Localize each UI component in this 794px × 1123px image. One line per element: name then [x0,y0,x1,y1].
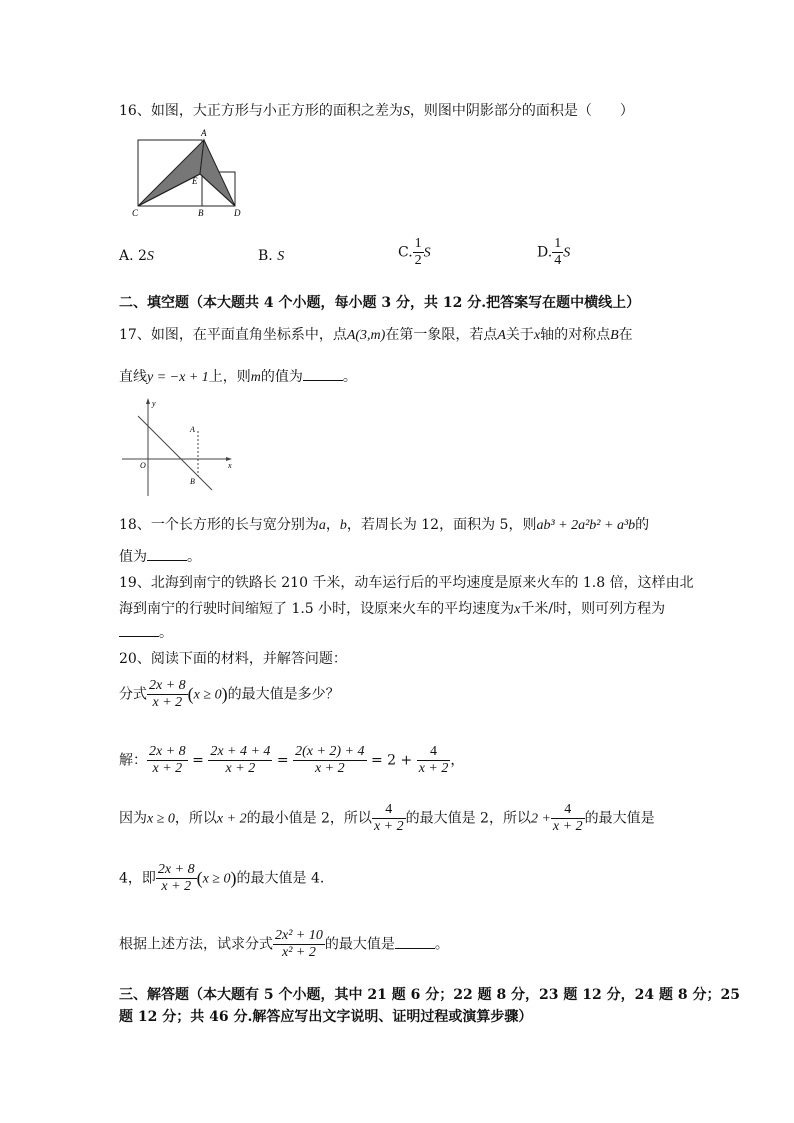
fraction: $\frac{2(x + 2) + 4}{x + 2}$ [295,744,365,776]
section3-title-line1: 三、解答题（本大题有 5 个小题，其中 21 题 6 分；22 题 8 分，23 题 12 分，24 题 8 分；25 [119,987,740,1003]
answer-blank [303,368,343,381]
label-c: C [132,208,139,218]
q20-reasoning: 因为x ≥ 0，所以x + 2的最小值是 2，所以 $\frac{4}{x + 2}$ 的最大值是 2，所以2 + $\frac{4}{x + 2}$ 的最大值是 [119,802,655,834]
label-b: B [198,208,204,218]
q17-line1: 17、如图，在平面直角坐标系中，点A(3,m)在第一象限，若点A关于x轴的对称点B在 [119,327,633,343]
q19-line1: 19、北海到南宁的铁路长 210 千米，动车运行后的平均速度是原来火车的 1.8 倍，这样由北 [119,575,694,591]
label-a: A [201,128,207,138]
answer-blank [395,936,435,949]
q17-line2: 直线y = −x + 1上，则m的值为 。 [119,369,357,385]
q20-intro: 20、阅读下面的材料，并解答问题： [119,651,347,667]
answer-blank [119,624,159,637]
q18-line2: 值为 。 [119,549,201,565]
label-x: x [228,461,232,470]
answer-blank [147,548,187,561]
q16-figure [128,128,248,218]
q20-task: 根据上述方法，试求分式 $\frac{\text{2x² + 10}}{\text{x² + 2}}$ 的最大值是 。 [119,928,449,960]
label-e: E [192,176,198,186]
option-b: B. S [258,248,285,264]
label-y: y [152,399,156,408]
q18-line1: 18、一个长方形的长与宽分别为a，b，若周长为 12，面积为 5，则ab³ + 2a²b² + a³b的 [119,517,650,533]
option-c: C. $\frac{1}{2}$ S [398,236,431,268]
q20-conclusion: 4，即 $\frac{2x + 8}{x + 2}$ (x ≥ 0)的最大值是 4. [119,862,325,894]
label-d: D [234,208,241,218]
label-a: A [190,425,195,434]
q19-line2: 海到南宁的行驶时间缩短了 1.5 小时，设原来火车的平均速度为x千米/时，则可列方程为 [119,601,666,617]
option-a: A. 2S [119,248,154,264]
fraction: $\frac{\text{2x² + 10}}{\text{x² + 2}}$ [275,928,323,960]
fraction: $\frac{1}{4}$ [554,236,562,268]
fraction: $\frac{2x + 8}{x + 2}$ [149,744,186,776]
fraction: $\frac{1}{2}$ [414,236,422,268]
label-o: O [140,461,146,470]
q16-text-end: ，则图中阴影部分的面积是（ ） [409,103,634,119]
fraction: $\frac{4}{x + 2}$ [418,744,449,776]
fraction: $\frac{2x + 8}{x + 2}$ [149,678,186,710]
fraction: $\frac{4}{x + 2}$ [552,802,583,834]
q20-question: 分式 $\frac{2x + 8}{x + 2}$ (x ≥ 0)的最大值是多少？ [119,678,340,710]
line-y-neg-x-plus-1 [138,416,212,490]
fraction: $\frac{2x + 4 + 4}{x + 2}$ [210,744,271,776]
section3-title-line2: 题 12 分；共 46 分.解答应写出文字说明、证明过程或演算步骤） [119,1009,533,1025]
q16-text: 16、如图，大正方形与小正方形的面积之差为 [119,103,403,119]
q19-line3: 。 [119,622,173,642]
q16-stem [119,100,634,120]
section2-title: 二、填空题（本大题共 4 个小题，每小题 3 分，共 12 分.把答案写在题中横线上） [119,295,641,311]
shaded-region-right [200,140,235,206]
var-s: S [402,104,410,119]
shaded-region-left [138,140,204,206]
q20-solution: 解： $\frac{2x + 8}{x + 2}$ = $\frac{2x + 4 + 4}{x + 2}$ = $\frac{2(x + 2) + 4}{x + 2}$ = 2 + $\frac{4}{x + 2}$ ， [119,744,465,776]
option-d: D. $\frac{1}{4}$ S [537,236,571,268]
label-b: B [190,477,195,486]
fraction: $\frac{2x + 8}{x + 2}$ [157,862,195,894]
fraction: $\frac{4}{x + 2}$ [373,802,404,834]
q17-graph [118,396,238,498]
